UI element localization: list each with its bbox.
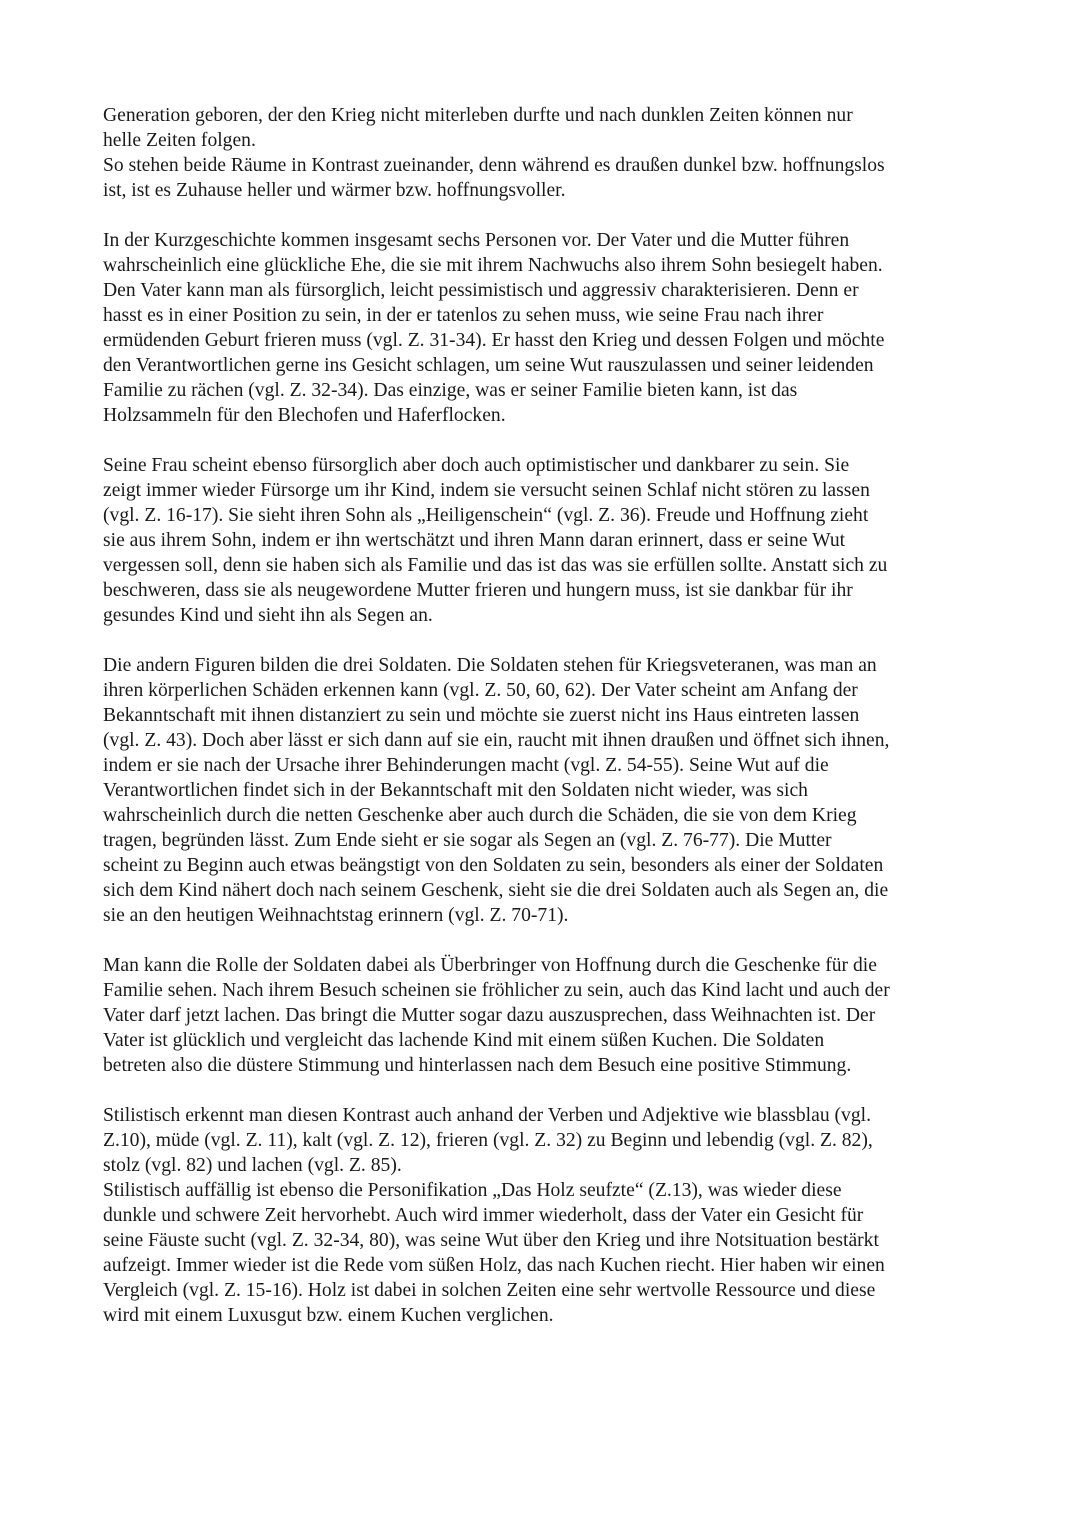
text-line: vergessen soll, denn sie haben sich als Familie und das ist das was sie erfüllen sollte. Anstatt sich zu xyxy=(103,555,888,576)
text-line: Stilistisch auffällig ist ebenso die Personifikation „Das Holz seufzte“ (Z.13), was wieder diese xyxy=(103,1180,842,1201)
text-line: den Verantwortlichen gerne ins Gesicht schlagen, um seine Wut rauszulassen und seiner leidenden xyxy=(103,355,874,376)
text-line: aufzeigt. Immer wieder ist die Rede vom süßen Holz, das nach Kuchen riecht. Hier haben wir einen xyxy=(103,1255,885,1276)
text-line: Holzsammeln für den Blechofen und Haferflocken. xyxy=(103,405,506,426)
text-line: Familie zu rächen (vgl. Z. 32-34). Das einzige, was er seiner Familie bieten kann, ist das xyxy=(103,380,798,401)
text-line: In der Kurzgeschichte kommen insgesamt sechs Personen vor. Der Vater und die Mutter führen xyxy=(103,230,850,251)
text-line: sie an den heutigen Weihnachtstag erinnern (vgl. Z. 70-71). xyxy=(103,905,569,926)
text-line: ihren körperlichen Schäden erkennen kann (vgl. Z. 50, 60, 62). Der Vater scheint am Anfang der xyxy=(103,680,858,701)
text-line: sie aus ihrem Sohn, indem er ihn wertschätzt und ihren Mann daran erinnert, dass er seine Wut xyxy=(103,530,846,551)
text-line: Vater ist glücklich und vergleicht das lachende Kind mit einem süßen Kuchen. Die Soldaten xyxy=(103,1030,825,1051)
text-line: ermüdenden Geburt frieren muss (vgl. Z. 31-34). Er hasst den Krieg und dessen Folgen und möchte xyxy=(103,330,885,351)
paragraph-2 xyxy=(103,228,983,428)
text-line: tragen, begründen lässt. Zum Ende sieht er sie sogar als Segen an (vgl. Z. 76-77). Die Mutter xyxy=(103,830,832,851)
text-line: Z.10), müde (vgl. Z. 11), kalt (vgl. Z. 12), frieren (vgl. Z. 32) zu Beginn und lebendig (vgl. Z. 82), xyxy=(103,1130,873,1151)
text-line: Bekanntschaft mit ihnen distanziert zu sein und möchte sie zuerst nicht ins Haus eintreten lassen xyxy=(103,705,860,726)
text-line: (vgl. Z. 16-17). Sie sieht ihren Sohn als „Heiligenschein“ (vgl. Z. 36). Freude und Hoffnung zieht xyxy=(103,505,869,526)
text-line: Generation geboren, der den Krieg nicht miterleben durfte und nach dunklen Zeiten können nur xyxy=(103,105,853,126)
paragraph-5 xyxy=(103,953,983,1078)
text-line: Vater darf jetzt lachen. Das bringt die Mutter sogar dazu auszusprechen, dass Weihnachten ist. Der xyxy=(103,1005,876,1026)
text-line: indem er sie nach der Ursache ihrer Behinderungen macht (vgl. Z. 54-55). Seine Wut auf die xyxy=(103,755,829,776)
text-line: Verantwortlichen findet sich in der Bekanntschaft mit den Soldaten nicht wieder, was sich xyxy=(103,780,808,801)
text-line: sich dem Kind nähert doch nach seinem Geschenk, sieht sie die drei Soldaten auch als Segen an, die xyxy=(103,880,889,901)
text-line: gesundes Kind und sieht ihn als Segen an. xyxy=(103,605,433,626)
text-line: hasst es in einer Position zu sein, in der er tatenlos zu sehen muss, wie seine Frau nach ihrer xyxy=(103,305,824,326)
text-line: Den Vater kann man als fürsorglich, leicht pessimistisch und aggressiv charakterisieren. Denn er xyxy=(103,280,859,301)
text-line: Vergleich (vgl. Z. 15-16). Holz ist dabei in solchen Zeiten eine sehr wertvolle Ressource und diese xyxy=(103,1280,876,1301)
text-line: wahrscheinlich durch die netten Geschenke aber auch durch die Schäden, die sie von dem Krieg xyxy=(103,805,857,826)
document-page xyxy=(103,103,983,1353)
text-line: ist, ist es Zuhause heller und wärmer bzw. hoffnungsvoller. xyxy=(103,180,566,201)
text-line: zeigt immer wieder Fürsorge um ihr Kind, indem sie versucht seinen Schlaf nicht stören zu lassen xyxy=(103,480,870,501)
text-line: wird mit einem Luxusgut bzw. einem Kuchen verglichen. xyxy=(103,1305,554,1326)
text-line: Familie sehen. Nach ihrem Besuch scheinen sie fröhlicher zu sein, auch das Kind lacht und auch der xyxy=(103,980,890,1001)
paragraph-4 xyxy=(103,653,983,928)
text-line: helle Zeiten folgen. xyxy=(103,130,256,151)
text-line: beschweren, dass sie als neugewordene Mutter frieren und hungern muss, ist sie dankbar für ihr xyxy=(103,580,853,601)
text-line: So stehen beide Räume in Kontrast zueinander, denn während es draußen dunkel bzw. hoffnungslos xyxy=(103,155,885,176)
text-line: seine Fäuste sucht (vgl. Z. 32-34, 80), was seine Wut über den Krieg und ihre Notsituation bestärkt xyxy=(103,1230,879,1251)
text-line: (vgl. Z. 43). Doch aber lässt er sich dann auf sie ein, raucht mit ihnen draußen und öffnet sich ihnen, xyxy=(103,730,890,751)
text-line: scheint zu Beginn auch etwas beängstigt von den Soldaten zu sein, besonders als einer der Soldaten xyxy=(103,855,884,876)
paragraph-3 xyxy=(103,453,983,628)
text-line: Seine Frau scheint ebenso fürsorglich aber doch auch optimistischer und dankbarer zu sein. Sie xyxy=(103,455,850,476)
paragraph-1 xyxy=(103,103,983,203)
paragraph-6 xyxy=(103,1103,983,1328)
text-line: dunkle und schwere Zeit hervorhebt. Auch wird immer wiederholt, dass der Vater ein Gesicht für xyxy=(103,1205,864,1226)
text-line: Stilistisch erkennt man diesen Kontrast auch anhand der Verben und Adjektive wie blassblau (vgl. xyxy=(103,1105,871,1126)
text-line: Die andern Figuren bilden die drei Soldaten. Die Soldaten stehen für Kriegsveteranen, was man an xyxy=(103,655,877,676)
text-line: betreten also die düstere Stimmung und hinterlassen nach dem Besuch eine positive Stimmung. xyxy=(103,1055,852,1076)
text-line: Man kann die Rolle der Soldaten dabei als Überbringer von Hoffnung durch die Geschenke für die xyxy=(103,955,877,976)
text-line: wahrscheinlich eine glückliche Ehe, die sie mit ihrem Nachwuchs also ihrem Sohn besiegelt haben. xyxy=(103,255,883,276)
text-line: stolz (vgl. 82) und lachen (vgl. Z. 85). xyxy=(103,1155,402,1176)
